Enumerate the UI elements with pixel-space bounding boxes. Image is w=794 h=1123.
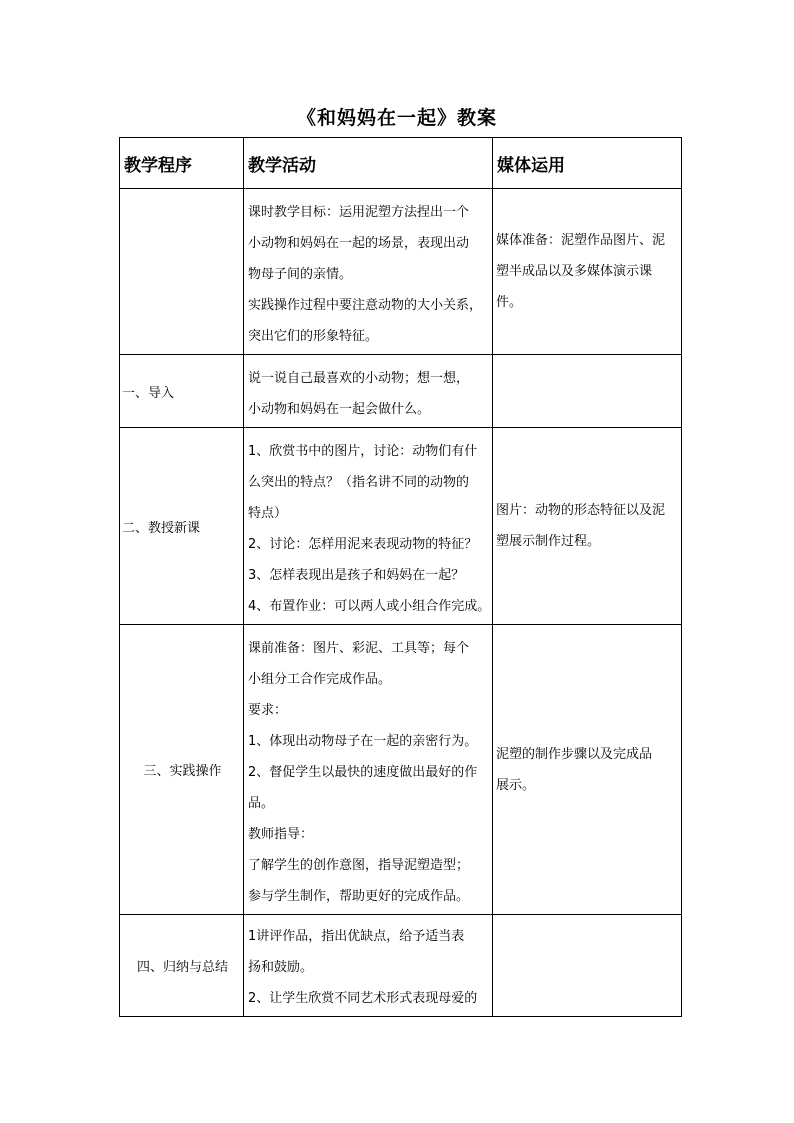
activity-line: 2、讨论：怎样用泥来表现动物的特征？ [248, 537, 478, 552]
activity-line: 2、让学生欣赏不同艺术形式表现母爱的 [248, 991, 478, 1006]
activity-line: 3、怎样表现出是孩子和妈妈在一起？ [248, 568, 465, 583]
step-cell: 四、归纳与总结 [120, 915, 244, 1017]
step-cell: 二、教授新课 [120, 428, 244, 625]
media-cell [493, 625, 682, 915]
media-line: 图片：动物的形态特征以及泥 [496, 503, 666, 518]
activity-line: 2、督促学生以最快的速度做出最好的作 [248, 765, 478, 780]
table-row-summary [120, 915, 682, 1017]
header-teaching-activity: 教学活动 [244, 138, 493, 189]
media-cell [493, 189, 682, 355]
media-line: 展示。 [496, 777, 536, 793]
activity-cell [244, 355, 493, 428]
header-teaching-procedure: 教学程序 [120, 138, 244, 189]
activity-line: 小动物和妈妈在一起会做什么。 [248, 402, 431, 417]
step-cell: 三、实践操作 [120, 625, 244, 915]
activity-line: 么突出的特点？（指名讲不同的动物的 [248, 475, 470, 490]
activity-line: 要求： [248, 703, 288, 718]
activity-line: 1、欣赏书中的图片，讨论：动物们有什 [248, 444, 478, 459]
activity-line: 突出它们的形象特征。 [248, 329, 379, 344]
activity-line: 教师指导： [248, 827, 314, 842]
document-title: 《和妈妈在一起》教案 [296, 107, 497, 129]
step-cell [120, 189, 244, 355]
media-line: 塑展示制作过程。 [496, 534, 601, 549]
activity-line: 物母子间的亲情。 [248, 267, 353, 282]
media-cell [493, 355, 682, 428]
activity-line: 1讲评作品，指出优缺点，给予适当表 [248, 929, 465, 944]
table-header-row [120, 138, 682, 189]
activity-line: 参与学生制作，帮助更好的完成作品。 [248, 889, 470, 904]
activity-line: 说一说自己最喜欢的小动物；想一想， [248, 371, 470, 386]
activity-line: 扬和鼓励。 [248, 960, 314, 975]
media-line: 件。 [496, 295, 523, 310]
table-row-intro [120, 355, 682, 428]
activity-line: 课前准备：图片、彩泥、工具等；每个 [248, 641, 470, 656]
activity-line: 品。 [248, 796, 275, 811]
activity-line: 4、布置作业：可以两人或小组合作完成。 [248, 599, 491, 614]
activity-line: 小动物和妈妈在一起的场景，表现出动 [248, 236, 470, 251]
media-cell [493, 915, 682, 1017]
table-row-practice [120, 625, 682, 915]
activity-cell [244, 915, 493, 1017]
header-media-usage: 媒体运用 [493, 138, 682, 189]
activity-line: 小组分工合作完成作品。 [248, 672, 392, 687]
activity-line: 实践操作过程中要注意动物的大小关系， [248, 298, 483, 313]
lesson-plan-table [119, 137, 682, 1017]
activity-cell [244, 428, 493, 625]
activity-line: 1、体现出动物母子在一起的亲密行为。 [248, 734, 478, 749]
activity-cell [244, 625, 493, 915]
table-row-objectives [120, 189, 682, 355]
activity-line: 了解学生的创作意图，指导泥塑造型； [248, 858, 470, 873]
activity-cell [244, 189, 493, 355]
activity-line: 课时教学目标：运用泥塑方法捏出一个 [248, 205, 470, 220]
activity-line: 特点） [248, 506, 288, 521]
table-row-new-lesson [120, 428, 682, 625]
step-cell: 一、导入 [120, 355, 244, 428]
media-line: 塑半成品以及多媒体演示课 [496, 264, 653, 279]
media-line: 泥塑的制作步骤以及完成品 [496, 746, 653, 762]
media-line: 媒体准备：泥塑作品图片、泥 [496, 233, 666, 248]
media-cell [493, 428, 682, 625]
